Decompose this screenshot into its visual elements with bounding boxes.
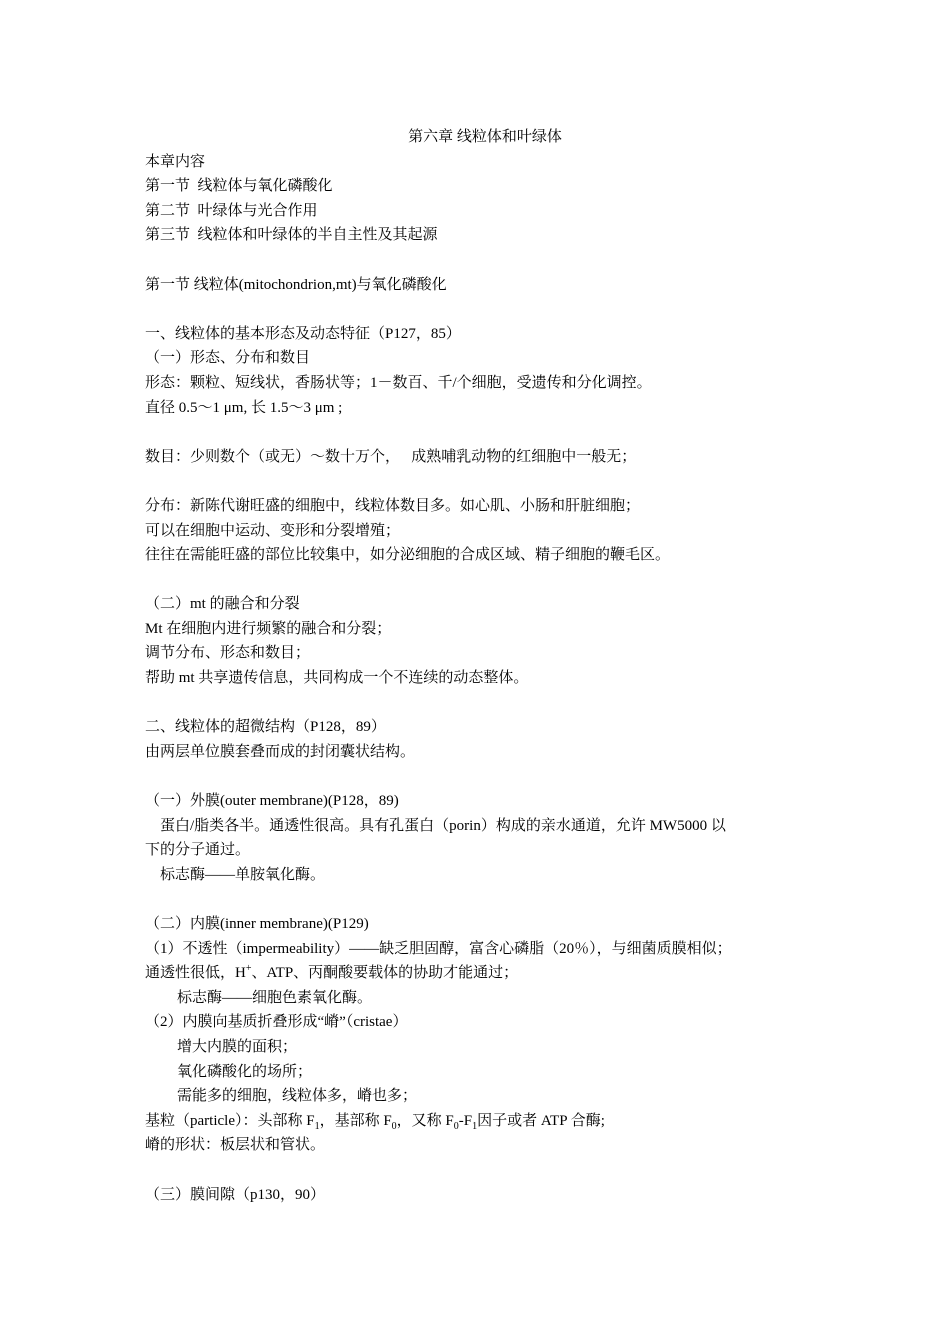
subscript: 0 [453,1120,459,1132]
subsection-heading: （二）mt 的融合和分裂 [145,596,300,613]
paragraph-inner-marker: 标志酶——细胞色素氧化酶。 [177,989,373,1006]
subscript: 1 [472,1120,478,1132]
toc-heading: 本章内容 [145,153,206,170]
text-run: 通透性很低，H [145,965,246,982]
paragraph-impermeability: （1）不透性（impermeability）——缺乏胆固醇，富含心磷脂（20％），与细菌质膜相似； [145,940,732,957]
spacer [145,297,825,322]
text-run: 、ATP、丙酮酸要载体的协助才能通过； [251,965,519,982]
toc-item: 第三节 线粒体和叶绿体的半自主性及其起源 [145,227,438,244]
paragraph-cristae-item: 增大内膜的面积； [177,1038,298,1055]
paragraph-cristae-item: 需能多的细胞，线粒体多，嵴也多； [177,1088,418,1105]
paragraph-cristae: （2）内膜向基质折叠形成“嵴”（cristae） [145,1014,408,1031]
text-run: 因子或者 ATP 合酶; [477,1112,605,1129]
spacer [145,469,825,494]
paragraph-particle [145,1109,825,1134]
paragraph-outer-membrane-cont: 下的分子通过。 [145,842,251,859]
subscript: 1 [314,1120,320,1132]
spacer [145,248,825,273]
spacer [145,1158,825,1183]
section-title: 第一节 线粒体(mitochondrion,mt)与氧化磷酸化 [145,276,447,293]
text-run: ，基部称 F [319,1112,392,1129]
text-run: -F [458,1112,473,1129]
paragraph-cristae-shape: 嵴的形状：板层状和管状。 [145,1137,326,1154]
paragraph-distribution: 分布：新陈代谢旺盛的细胞中，线粒体数目多。如心肌、小肠和肝脏细胞； [145,497,641,514]
paragraph-fusion: 调节分布、形态和数目； [145,645,311,662]
paragraph-outer-membrane: 蛋白/脂类各半。通透性很高。具有孔蛋白（porin）构成的亲水通道，允许 MW5000 以 [160,817,726,834]
paragraph-size: 直径 0.5～1 μm, 长 1.5～3 μm ; [145,399,343,416]
document-body [145,125,825,1207]
paragraph-outer-marker: 标志酶——单胺氧化酶。 [160,866,326,883]
subsection-heading: （一）外膜(outer membrane)(P128，89) [145,793,399,810]
paragraph-fusion: Mt 在细胞内进行频繁的融合和分裂； [145,620,392,637]
spacer [145,420,825,445]
paragraph-shape: 形态：颗粒、短线状，香肠状等；1－数百、千/个细胞，受遗传和分化调控。 [145,374,652,391]
part1-heading: 一、线粒体的基本形态及动态特征（P127，85） [145,325,461,342]
toc-item: 第二节 叶绿体与光合作用 [145,202,318,219]
toc-item: 第一节 线粒体与氧化磷酸化 [145,178,333,195]
paragraph-intro: 由两层单位膜套叠而成的封闭囊状结构。 [145,743,416,760]
part2-heading: 二、线粒体的超微结构（P128，89） [145,719,386,736]
chapter-title: 第六章 线粒体和叶绿体 [408,129,562,145]
paragraph-fusion: 帮助 mt 共享遗传信息，共同构成一个不连续的动态整体。 [145,670,529,687]
spacer [145,691,825,716]
spacer [145,764,825,789]
subscript: 0 [391,1120,397,1132]
text-run: 基粒（particle）：头部称 F [145,1112,315,1129]
paragraph-permeability [145,961,825,986]
paragraph-cristae-item: 氧化磷酸化的场所； [177,1063,313,1080]
spacer [145,568,825,593]
subsection-heading: （一）形态、分布和数目 [145,350,311,367]
subsection-heading: （三）膜间隙（p130，90） [145,1186,326,1203]
paragraph-movement: 可以在细胞中运动、变形和分裂增殖； [145,522,401,539]
text-run: ，又称 F [396,1112,454,1129]
spacer [145,887,825,912]
subsection-heading: （二）内膜(inner membrane)(P129) [145,916,369,932]
paragraph-number: 数目：少则数个（或无）～数十万个， 成熟哺乳动物的红细胞中一般无； [145,448,637,465]
superscript: + [245,963,252,975]
paragraph-concentration: 往往在需能旺盛的部位比较集中，如分泌细胞的合成区域、精子细胞的鞭毛区。 [145,547,671,564]
